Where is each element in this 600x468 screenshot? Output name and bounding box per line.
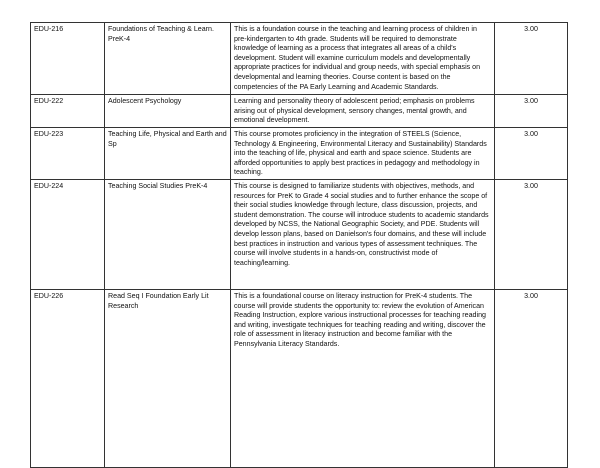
course-credits: 3.00 [495, 290, 568, 468]
course-title: Teaching Life, Physical and Earth and Sp [105, 128, 231, 180]
course-description: Learning and personality theory of adolescent period; emphasis on problems arising out of physical development, sensory changes, mental growth, and emotional development. [231, 95, 495, 128]
course-code: EDU-222 [31, 95, 105, 128]
course-title: Foundations of Teaching & Learn. PreK-4 [105, 23, 231, 95]
course-code: EDU-226 [31, 290, 105, 468]
course-table [30, 22, 568, 468]
course-code: EDU-216 [31, 23, 105, 95]
course-title: Teaching Social Studies PreK-4 [105, 180, 231, 290]
course-credits: 3.00 [495, 23, 568, 95]
course-description: This is a foundation course in the teaching and learning process of children in pre-kindergarten to 4th grade. Students will be required to demonstrate knowledge of learning as a process that integrates all areas of a child's development. Student will examine curriculum models and developmentally appropriate practices for individual and group needs, with special emphasis on developmental and learning theories. Course content is based on the competencies of the PA Early Learning and Academic Standards. [231, 23, 495, 95]
course-code: EDU-224 [31, 180, 105, 290]
course-description: This course promotes proficiency in the integration of STEELS (Science, Technology & Engineering, Environmental Literacy and Sustainability) Standards into the teaching of life, physical and earth and space science. Students are afforded opportunities to apply best practices in pedagogy and methodology in teaching. [231, 128, 495, 180]
table-row [31, 180, 568, 290]
table-row [31, 23, 568, 95]
course-description: This is a foundational course on literacy instruction for PreK-4 students. The course will provide students the opportunity to: review the evolution of American Reading Instruction, explore various instructional processes for teaching reading and writing, investigate techniques for teaching reading and writing, discover the role of assessment in literacy instruction and become familiar with the Pennsylvania Literacy Standards. [231, 290, 495, 468]
course-title: Read Seq I Foundation Early Lit Research [105, 290, 231, 468]
course-credits: 3.00 [495, 128, 568, 180]
course-code: EDU-223 [31, 128, 105, 180]
course-credits: 3.00 [495, 95, 568, 128]
table-row [31, 290, 568, 468]
table-row [31, 128, 568, 180]
course-credits: 3.00 [495, 180, 568, 290]
course-title: Adolescent Psychology [105, 95, 231, 128]
course-description: This course is designed to familiarize students with objectives, methods, and resources for PreK to Grade 4 social studies and to further enhance the scope of their social studies knowledge through lecture, class discussion, projects, and student demonstration. The course will introduce students to academic standards developed by NCSS, the National Geographic Society, and PDE. Students will develop lesson plans, based on Danielson's four domains, and these will include best practices in instruction and various types of assessment techniques. The course will involve students in a hands-on, constructivist mode of teaching/learning. [231, 180, 495, 290]
table-row [31, 95, 568, 128]
